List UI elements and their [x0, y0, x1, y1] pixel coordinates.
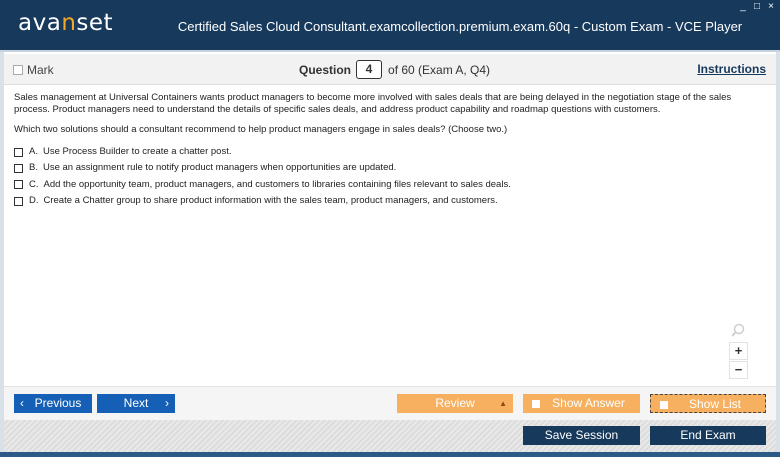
window-title: Certified Sales Cloud Consultant.examcollection.premium.exam.60q - Custom Exam - VCE Player [177, 19, 743, 34]
show-list-checkbox[interactable] [660, 401, 668, 409]
instructions-link[interactable]: Instructions [697, 62, 766, 76]
save-session-button[interactable]: Save Session [523, 426, 640, 445]
show-answer-label: Show Answer [552, 396, 625, 410]
next-label: Next [123, 396, 149, 410]
option-c-text: Add the opportunity team, product managers, and customers to libraries containing files relevant to sales deals. [43, 178, 511, 190]
question-header [4, 54, 776, 85]
option-b-text: Use an assignment rule to notify product managers when opportunities are updated. [42, 162, 397, 174]
review-button[interactable] [397, 394, 513, 413]
option-b-letter: B. [29, 162, 38, 174]
option-a-letter: A. [29, 146, 38, 157]
question-prompt: Which two solutions should a consultant recommend to help product managers engage in sales deals? (Choose two.) [14, 124, 508, 135]
question-total: of 60 (Exam A, Q4) [388, 62, 491, 77]
option-d[interactable] [14, 195, 766, 207]
previous-label: Previous [34, 396, 82, 410]
footer-bar [4, 420, 776, 452]
window-border-bottom [0, 452, 780, 457]
title-bar [0, 0, 780, 52]
end-exam-button[interactable]: End Exam [650, 426, 766, 445]
maximize-button[interactable]: □ [753, 1, 761, 12]
option-d-text: Create a Chatter group to share product information with the sales team, product managers, and customers. [43, 195, 498, 207]
navigation-bar [4, 386, 776, 420]
window-controls [738, 2, 776, 12]
option-b[interactable] [14, 162, 766, 174]
zoom-in-button[interactable]: + [729, 342, 748, 360]
question-counter [299, 60, 490, 79]
chevron-right-icon: › [165, 396, 169, 410]
option-c-letter: C. [29, 178, 39, 190]
option-b-checkbox[interactable] [14, 164, 23, 173]
mark-checkbox[interactable] [13, 63, 54, 77]
zoom-out-button[interactable]: − [729, 361, 748, 379]
mark-label: Mark [27, 63, 54, 77]
option-c-checkbox[interactable] [14, 180, 23, 189]
chevron-left-icon: ‹ [20, 396, 24, 410]
avanset-logo: avanset [18, 10, 114, 36]
close-button[interactable]: × [768, 1, 774, 12]
option-a[interactable] [14, 146, 766, 158]
option-d-letter: D. [29, 195, 39, 207]
window-border-right [776, 52, 780, 452]
show-list-label: Show List [688, 397, 742, 411]
minimize-button[interactable]: _ [740, 1, 746, 12]
question-label: Question [299, 62, 352, 77]
option-d-checkbox[interactable] [14, 197, 23, 206]
magnifier-icon [731, 323, 745, 337]
option-a-checkbox[interactable] [14, 148, 23, 157]
show-list-button[interactable] [650, 394, 766, 413]
review-label: Review [435, 396, 475, 410]
mark-box[interactable] [13, 65, 23, 75]
option-a-text: Use Process Builder to create a chatter post. [42, 146, 232, 157]
question-number-input[interactable]: 4 [356, 60, 382, 79]
question-text: Sales management at Universal Containers wants product managers to become more involved with sales deals that are being delayed in the negotiation stage of the sales process. Product managers need to understand the details of specific sales deals, and address product capability and roadmap questions with customers. [14, 92, 732, 115]
option-c[interactable] [14, 179, 766, 191]
previous-button[interactable] [14, 394, 92, 413]
triangle-up-icon: ▲ [499, 399, 507, 408]
question-content [4, 86, 776, 386]
show-answer-checkbox[interactable] [532, 400, 540, 408]
show-answer-button[interactable] [523, 394, 640, 413]
next-button[interactable] [97, 394, 175, 413]
